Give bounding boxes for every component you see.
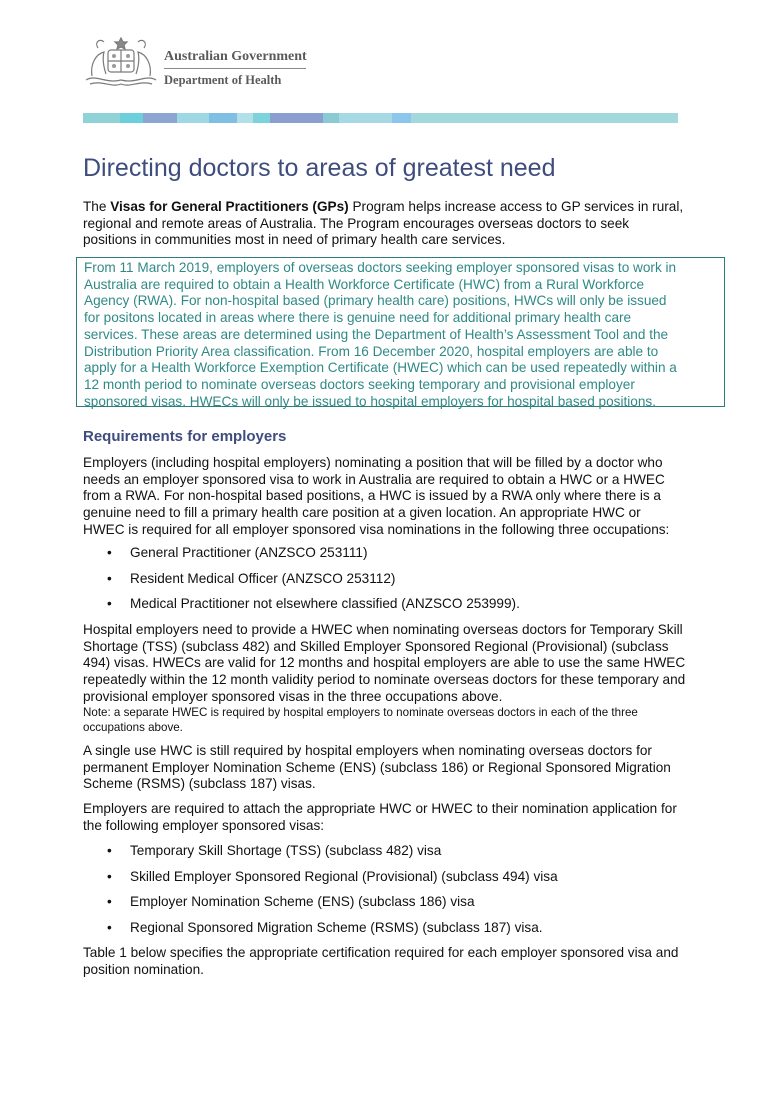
page-title: Directing doctors to areas of greatest need [83, 154, 556, 182]
intro-paragraph [83, 199, 733, 249]
stripe-segment [83, 113, 120, 123]
list-item [105, 920, 725, 946]
intro-prefix: The [83, 199, 111, 214]
text-line: provisional employer sponsored visas in the three occupations above. [83, 688, 503, 704]
bullet-icon: • [107, 570, 112, 586]
visa-list [105, 843, 725, 945]
bullet-icon: • [107, 868, 112, 884]
text-line: repeatedly within the 12 month validity period to nominate overseas doctors for these temporary and [83, 672, 686, 688]
stripe-segment [177, 113, 209, 123]
coat-of-arms-icon [82, 34, 160, 90]
bullet-icon: • [107, 843, 112, 858]
list-item-text: Regional Sponsored Migration Scheme (RSMS) (subclass 187) visa. [130, 919, 543, 935]
bullet-icon: • [107, 919, 112, 935]
requirements-paragraph-2 [83, 622, 733, 706]
stripe-segment [237, 113, 253, 123]
bullet-icon: • [107, 894, 112, 909]
stripe-segment [143, 113, 177, 123]
logo-text [164, 48, 324, 88]
list-item-text: Skilled Employer Sponsored Regional (Provisional) (subclass 494) visa [130, 868, 558, 884]
callout-line: sponsored visas. HWECs will only be issued to hospital employers for hospital based positions. [84, 393, 656, 409]
stripe-segment [392, 113, 411, 123]
stripe-segment [323, 113, 339, 123]
callout-line: apply for a Health Workforce Exemption Certificate (HWEC) which can be used repeatedly within a [84, 360, 677, 376]
list-item [105, 596, 725, 622]
callout-line: Australia are required to obtain a Health Workforce Certificate (HWC) from a Rural Workforce [84, 276, 645, 292]
text-line: permanent Employer Nomination Scheme (ENS) (subclass 186) or Regional Sponsored Migration [83, 759, 671, 775]
text-line: Employers are required to attach the appropriate HWC or HWEC to their nomination application for [83, 801, 677, 816]
list-item-text: General Practitioner (ANZSCO 253111) [130, 545, 368, 560]
text-line: the following employer sponsored visas: [83, 817, 325, 833]
requirements-paragraph-5 [83, 945, 733, 978]
program-name: Visas for General Practitioners (GPs) [110, 199, 349, 214]
requirements-paragraph-3 [83, 743, 733, 793]
stripe-segment [253, 113, 270, 123]
intro-line-3: positions in communities most in need of primary health care services. [83, 232, 506, 248]
text-line: A single use HWC is still required by hospital employers when nominating overseas doctors for [83, 743, 652, 758]
list-item [105, 843, 725, 869]
text-line: HWEC is required for all employer sponsored visa nominations in the following three occupations: [83, 521, 670, 537]
text-line: Note: a separate HWEC is required by hospital employers to nominate overseas doctors in each of the three [83, 706, 638, 719]
callout-line: Distribution Priority Area classification. From 16 December 2020, hospital employers are able to [84, 343, 659, 359]
callout-line: Agency (RWA). For non-hospital based (primary health care) positions, HWCs will only be issued [84, 293, 667, 309]
requirements-paragraph-1 [83, 455, 733, 539]
header-color-stripe [83, 113, 678, 123]
section-heading: Requirements for employers [83, 428, 287, 445]
text-line: from a RWA. For non-hospital based positions, a HWC is issued by a RWA only where there is a [83, 488, 661, 504]
hwec-note [83, 705, 733, 735]
government-name: Australian Government [164, 49, 307, 64]
stripe-segment [270, 113, 323, 123]
text-line: Scheme (RSMS) (subclass 187) visas. [83, 776, 316, 792]
callout-line: From 11 March 2019, employers of overseas doctors seeking employer sponsored visas to work in [84, 260, 677, 275]
list-item-text: Employer Nomination Scheme (ENS) (subclass 186) visa [130, 894, 475, 909]
list-item [105, 545, 725, 571]
intro-line-1: Program helps increase access to GP services in rural, [348, 199, 684, 214]
stripe-segment [411, 113, 678, 123]
text-line: occupations above. [83, 721, 183, 734]
list-item [105, 894, 725, 920]
intro-line-2: regional and remote areas of Australia. The Program encourages overseas doctors to seek [83, 215, 630, 231]
list-item [105, 869, 725, 895]
text-line: Employers (including hospital employers) nominating a position that will be filled by a doctor who [83, 455, 663, 470]
text-line: genuine need to fill a primary health care position at a given location. An appropriate HWC or [83, 505, 641, 521]
text-line: 494) visas. HWECs are valid for 12 months and hospital employers are able to use the same HWEC [83, 655, 686, 671]
callout-line: 12 month period to nominate overseas doctors seeking temporary and provisional employer [84, 376, 635, 392]
list-item-text: Medical Practitioner not elsewhere classified (ANZSCO 253999). [130, 596, 520, 611]
callout-line: services. These areas are determined using the Department of Health’s Assessment Tool and the [84, 326, 669, 342]
text-line: needs an employer sponsored visa to work in Australia are required to obtain a HWC or a HWEC [83, 471, 665, 487]
bullet-icon: • [107, 545, 112, 560]
text-line: Table 1 below specifies the appropriate certification required for each employer sponsored visa and [83, 945, 679, 960]
list-item-text: Resident Medical Officer (ANZSCO 253112) [130, 570, 396, 586]
list-item-text: Temporary Skill Shortage (TSS) (subclass 482) visa [130, 843, 442, 858]
occupation-list [105, 545, 725, 622]
callout-line: for positons located in areas where there is genuine need for additional primary health care [84, 310, 632, 326]
list-item [105, 571, 725, 597]
text-line: Hospital employers need to provide a HWEC when nominating overseas doctors for Temporary Skill [83, 622, 683, 637]
bullet-icon: • [107, 596, 112, 611]
callout-box [76, 257, 725, 407]
text-line: Shortage (TSS) (subclass 482) and Skilled Employer Sponsored Regional (Provisional) (subclass [83, 638, 669, 654]
requirements-paragraph-4 [83, 801, 733, 834]
stripe-segment [120, 113, 143, 123]
government-logo [82, 34, 322, 92]
department-name: Department of Health [164, 73, 282, 87]
logo-divider [164, 68, 306, 69]
stripe-segment [339, 113, 392, 123]
stripe-segment [209, 113, 237, 123]
text-line: position nomination. [83, 961, 204, 977]
